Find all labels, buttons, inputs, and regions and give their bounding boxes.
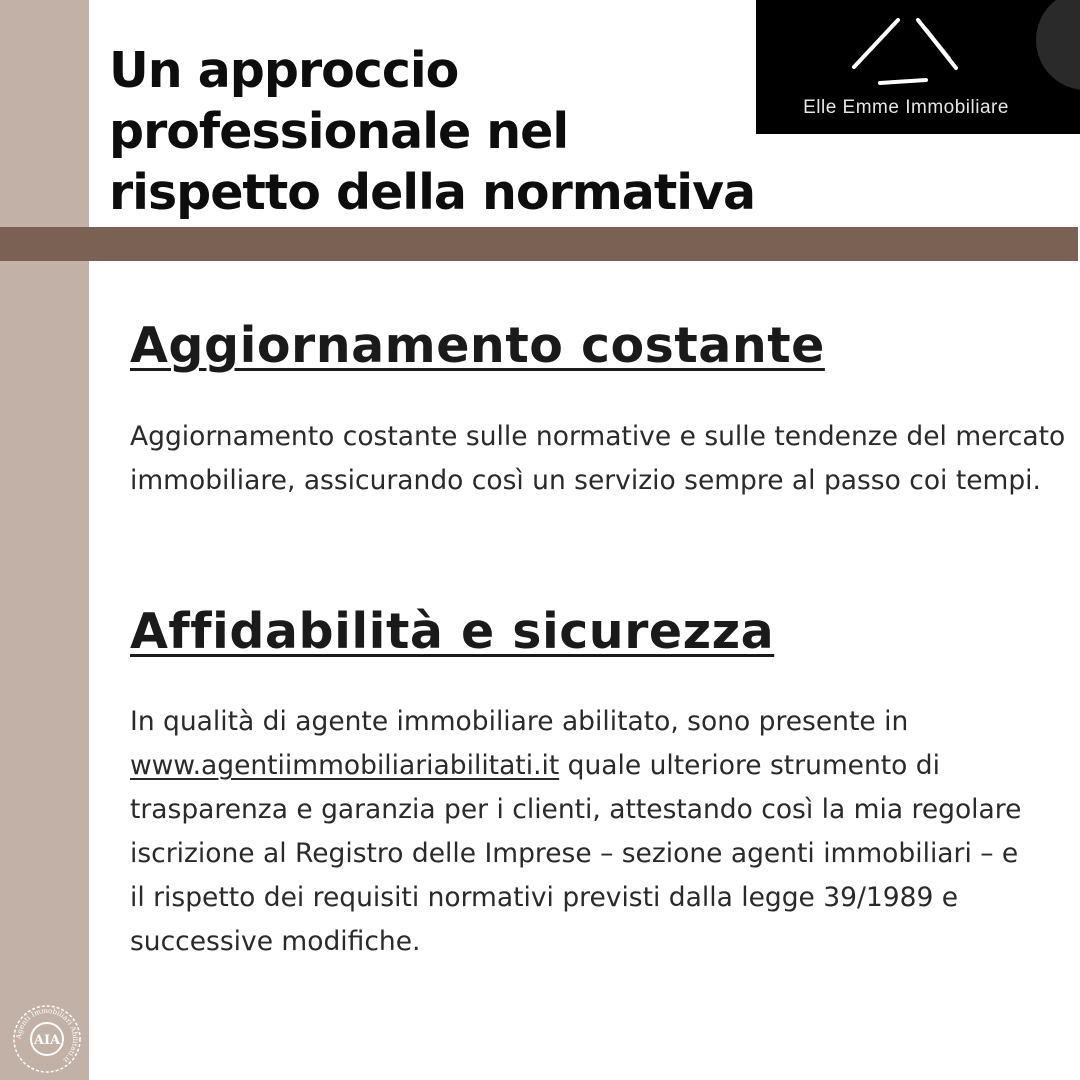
agenti-abilitati-link[interactable]: www.agentiimmobiliariabilitati.it (130, 750, 560, 781)
body-text-after-link: quale ulteriore strumento di trasparenza e garanzia per i clienti, attestando così la mia regolare iscrizione al Registro delle Imprese – sezione agenti immobiliari – e il rispetto dei requisiti normativi previsti dalla legge 39/1989 e successive modifiche. (130, 750, 1022, 957)
seal-ring-text: Agenti Immobiliari Abilitati.it (14, 1006, 80, 1065)
section-heading-affidabilita: Affidabilità e sicurezza (130, 603, 775, 660)
header-divider-band (0, 227, 1078, 261)
section-body-aggiornamento: Aggiornamento costante sulle normative e sulle tendenze del mercato immobiliare, assicurando così un servizio sempre al passo coi tempi. (130, 421, 1066, 496)
brand-logo (756, 0, 1080, 134)
section-heading-aggiornamento: Aggiornamento costante (130, 317, 825, 374)
body-text-before-link: In qualità di agente immobiliare abilitato, sono presente in (130, 706, 909, 737)
seal-icon (12, 1004, 82, 1074)
left-decorative-band (0, 0, 89, 1080)
agenti-abilitati-seal (12, 1004, 82, 1074)
seal-monogram: AIA (33, 1033, 61, 1048)
brand-name: Elle Emme Immobiliare (803, 97, 1009, 118)
section-body-affidabilita (130, 700, 1030, 964)
page-title: Un approccio professionale nel rispetto della normativa (109, 42, 756, 221)
